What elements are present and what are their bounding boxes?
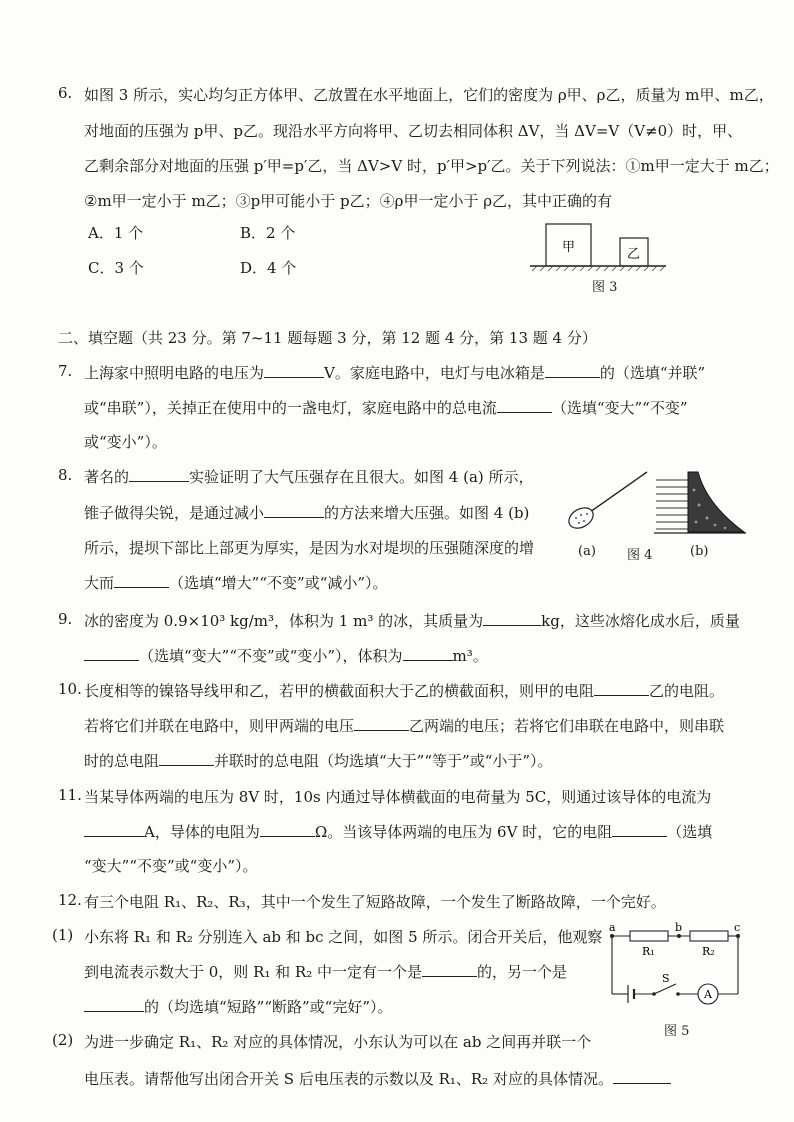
q12-part-1-line-3 xyxy=(84,996,393,1017)
q6-line-2: 对地面的压强为 p甲、p乙。现沿水平方向将甲、乙切去相同体积 ΔV，当 ΔV=V（V≠0）时，甲、 xyxy=(84,122,743,140)
q11-line-3: “变大”“不变”或“变小”）。 xyxy=(84,857,258,875)
q10-blank-3 xyxy=(159,751,214,766)
q7-blank-3 xyxy=(497,398,552,413)
q11-text-2c: （选填 xyxy=(667,823,713,841)
q12-text-p1-2b: 的，另一个是 xyxy=(477,963,568,981)
q12-blank-3 xyxy=(613,1069,671,1084)
q10-text-1b: 乙的电阻。 xyxy=(649,682,725,700)
q10-text-3b: 并联时的总电阻（均选填“大于”“等于”或“小于”）。 xyxy=(214,752,553,770)
q7-line-2 xyxy=(84,397,688,418)
q7-text-1b: V。家庭电路中，电灯与电冰箱是 xyxy=(324,364,545,382)
label-b: b xyxy=(675,922,683,934)
q12-part-1-line-2 xyxy=(84,961,567,982)
q6-line-1: 如图 3 所示，实心均匀正方体甲、乙放置在水平地面上，它们的密度为 ρ甲、ρ乙，质量为 m甲、m乙， xyxy=(84,86,774,104)
q7-text-1c: 的（选填“并联” xyxy=(599,364,706,382)
label-r2: R₂ xyxy=(702,945,715,958)
figure-4b-label: (b) xyxy=(690,544,709,559)
q6-option-a: A．1 个 xyxy=(88,224,144,242)
q8-line-1 xyxy=(84,466,534,487)
q10-blank-1 xyxy=(594,681,649,696)
q9-text-2b: m³。 xyxy=(452,647,488,665)
q11-line-2 xyxy=(84,821,712,842)
label-ammeter: A xyxy=(704,988,712,1001)
q7-blank-2 xyxy=(545,363,600,378)
label-c: c xyxy=(734,922,741,934)
ground-hatch xyxy=(532,266,665,271)
q11-number: 11. xyxy=(58,786,82,804)
figure-4a-label: (a) xyxy=(578,544,596,559)
q11-blank-3 xyxy=(612,822,667,837)
q9-number: 9. xyxy=(58,610,73,628)
node-b xyxy=(677,934,681,938)
q12-part-2-number: (2) xyxy=(52,1031,74,1049)
q11-blank-1 xyxy=(84,822,144,837)
q8-text-4b: （选填“增大”“不变”或“减小”）。 xyxy=(169,574,388,592)
label-r1: R₁ xyxy=(642,945,655,958)
resistor-r2 xyxy=(690,931,728,941)
label-s: S xyxy=(662,972,670,985)
q6-line-3: 乙剩余部分对地面的压强 p′甲=p′乙，当 ΔV>V 时，p′甲>p′乙。关于下列说法：①m甲一定大于 m乙； xyxy=(84,157,779,175)
q10-text-1a: 长度相等的镍铬导线甲和乙，若甲的横截面积大于乙的横截面积，则甲的电阻 xyxy=(84,682,595,700)
q9-blank-3 xyxy=(403,646,453,661)
figure-5-circuit xyxy=(600,922,750,1014)
label-jia: 甲 xyxy=(562,240,576,255)
switch-s xyxy=(654,984,676,994)
figure-3-caption: 图 3 xyxy=(592,280,618,295)
q9-text-2a: （选填“变大”“不变”或“变小”），体积为 xyxy=(139,647,403,665)
q10-number: 10. xyxy=(58,680,82,698)
q7-blank-1 xyxy=(264,363,324,378)
q10-text-2a: 若将它们并联在电路中，则甲两端的电压 xyxy=(84,717,355,735)
q6-number: 6. xyxy=(58,84,73,102)
q8-blank-2 xyxy=(264,503,324,518)
q8-text-2b: 的方法来增大压强。如图 4 (b) xyxy=(324,504,530,522)
q10-line-2 xyxy=(84,715,724,736)
q10-line-1 xyxy=(84,680,724,701)
q10-blank-2 xyxy=(354,716,409,731)
q12-text-p1-2a: 到电流表示数大于 0，则 R₁ 和 R₂ 中一定有一个是 xyxy=(84,963,422,981)
q6-option-d: D．4 个 xyxy=(240,259,297,277)
awl-tip xyxy=(590,472,647,512)
q6-line-4: ②m甲一定小于 m乙；③p甲可能小于 p乙；④ρ甲一定小于 ρ乙，其中正确的有 xyxy=(84,192,613,210)
q12-text-p1-3a: 的（均选填“短路”“断路”或“完好”）。 xyxy=(144,998,393,1016)
q12-blank-2 xyxy=(84,997,144,1012)
resistor-r1 xyxy=(630,931,668,941)
q11-text-2a: A，导体的电阻为 xyxy=(144,823,260,841)
q8-text-4a: 大而 xyxy=(84,574,115,592)
q12-part-2-line-2 xyxy=(84,1068,671,1089)
q12-line-1: 有三个电阻 R₁、R₂、R₃，其中一个发生了短路故障，一个发生了断路故障，一个完好。 xyxy=(84,893,666,911)
q9-blank-1 xyxy=(483,611,541,626)
figure-4b-dam xyxy=(652,470,748,538)
q11-text-2b: Ω。当该导体两端的电压为 6V 时，它的电阻 xyxy=(314,823,613,841)
q11-line-1: 当某导体两端的电压为 8V 时，10s 内通过导体横截面的电荷量为 5C，则通过该导体的电流为 xyxy=(84,788,712,806)
q9-line-2 xyxy=(84,645,488,666)
q9-text-1b: kg，这些冰熔化成水后，质量 xyxy=(541,612,740,630)
section-2-heading: 二、填空题（共 23 分。第 7~11 题每题 3 分，第 12 题 4 分，第 13 题 4 分） xyxy=(58,329,597,347)
q10-text-2b: 乙两端的电压；若将它们串联在电路中，则串联 xyxy=(409,717,725,735)
q8-blank-1 xyxy=(129,467,189,482)
q9-text-1a: 冰的密度为 0.9×10³ kg/m³，体积为 1 m³ 的冰，其质量为 xyxy=(84,612,484,630)
q8-text-1b: 实验证明了大气压强存在且很大。如图 4 (a) 所示， xyxy=(189,468,534,486)
q6-option-b: B．2 个 xyxy=(240,224,296,242)
q6-option-c: C．3 个 xyxy=(88,259,144,277)
figure-4a-awl xyxy=(565,470,655,540)
q8-number: 8. xyxy=(58,466,73,484)
q7-number: 7. xyxy=(58,362,73,380)
q8-text-1a: 著名的 xyxy=(84,468,130,486)
q10-text-3a: 时的总电阻 xyxy=(84,752,160,770)
q9-line-1 xyxy=(84,610,740,631)
q7-text-1a: 上海家中照明电路的电压为 xyxy=(84,364,265,382)
awl-handle xyxy=(565,504,597,533)
q9-blank-2 xyxy=(84,646,139,661)
figure-5-caption: 图 5 xyxy=(664,1024,690,1039)
q12-number: 12. xyxy=(58,891,82,909)
q7-line-1 xyxy=(84,362,705,383)
q12-part-1-number: (1) xyxy=(52,926,74,944)
q8-line-3: 所示，提坝下部比上部更为厚实，是因为水对堤坝的压强随深度的增 xyxy=(84,539,535,557)
q12-part-1-line-1: 小东将 R₁ 和 R₂ 分别连入 ab 和 bc 之间，如图 5 所示。闭合开关后，他观察 xyxy=(84,928,603,946)
q8-blank-3 xyxy=(114,573,169,588)
label-yi: 乙 xyxy=(627,247,641,262)
q7-text-2b: （选填“变大”“不变” xyxy=(551,399,688,417)
label-a: a xyxy=(609,922,616,934)
q12-blank-1 xyxy=(422,962,477,977)
q8-line-2 xyxy=(84,502,529,523)
q12-text-p2-2: 电压表。请帮他写出闭合开关 S 后电压表的示数以及 R₁、R₂ 对应的具体情况。 xyxy=(84,1070,613,1088)
q12-part-2-line-1: 为进一步确定 R₁、R₂ 对应的具体情况，小东认为可以在 ab 之间再并联一个 xyxy=(84,1033,592,1051)
q11-blank-2 xyxy=(260,822,315,837)
q8-text-2a: 锥子做得尖锐，是通过减小 xyxy=(84,504,265,522)
q7-line-3: 或“变小”）。 xyxy=(84,433,167,451)
q7-text-2a: 或“串联”），关掉正在使用中的一盏电灯，家庭电路中的总电流 xyxy=(84,399,497,417)
q10-line-3 xyxy=(84,750,553,771)
figure-4-caption: 图 4 xyxy=(627,548,653,563)
q8-line-4 xyxy=(84,572,388,593)
